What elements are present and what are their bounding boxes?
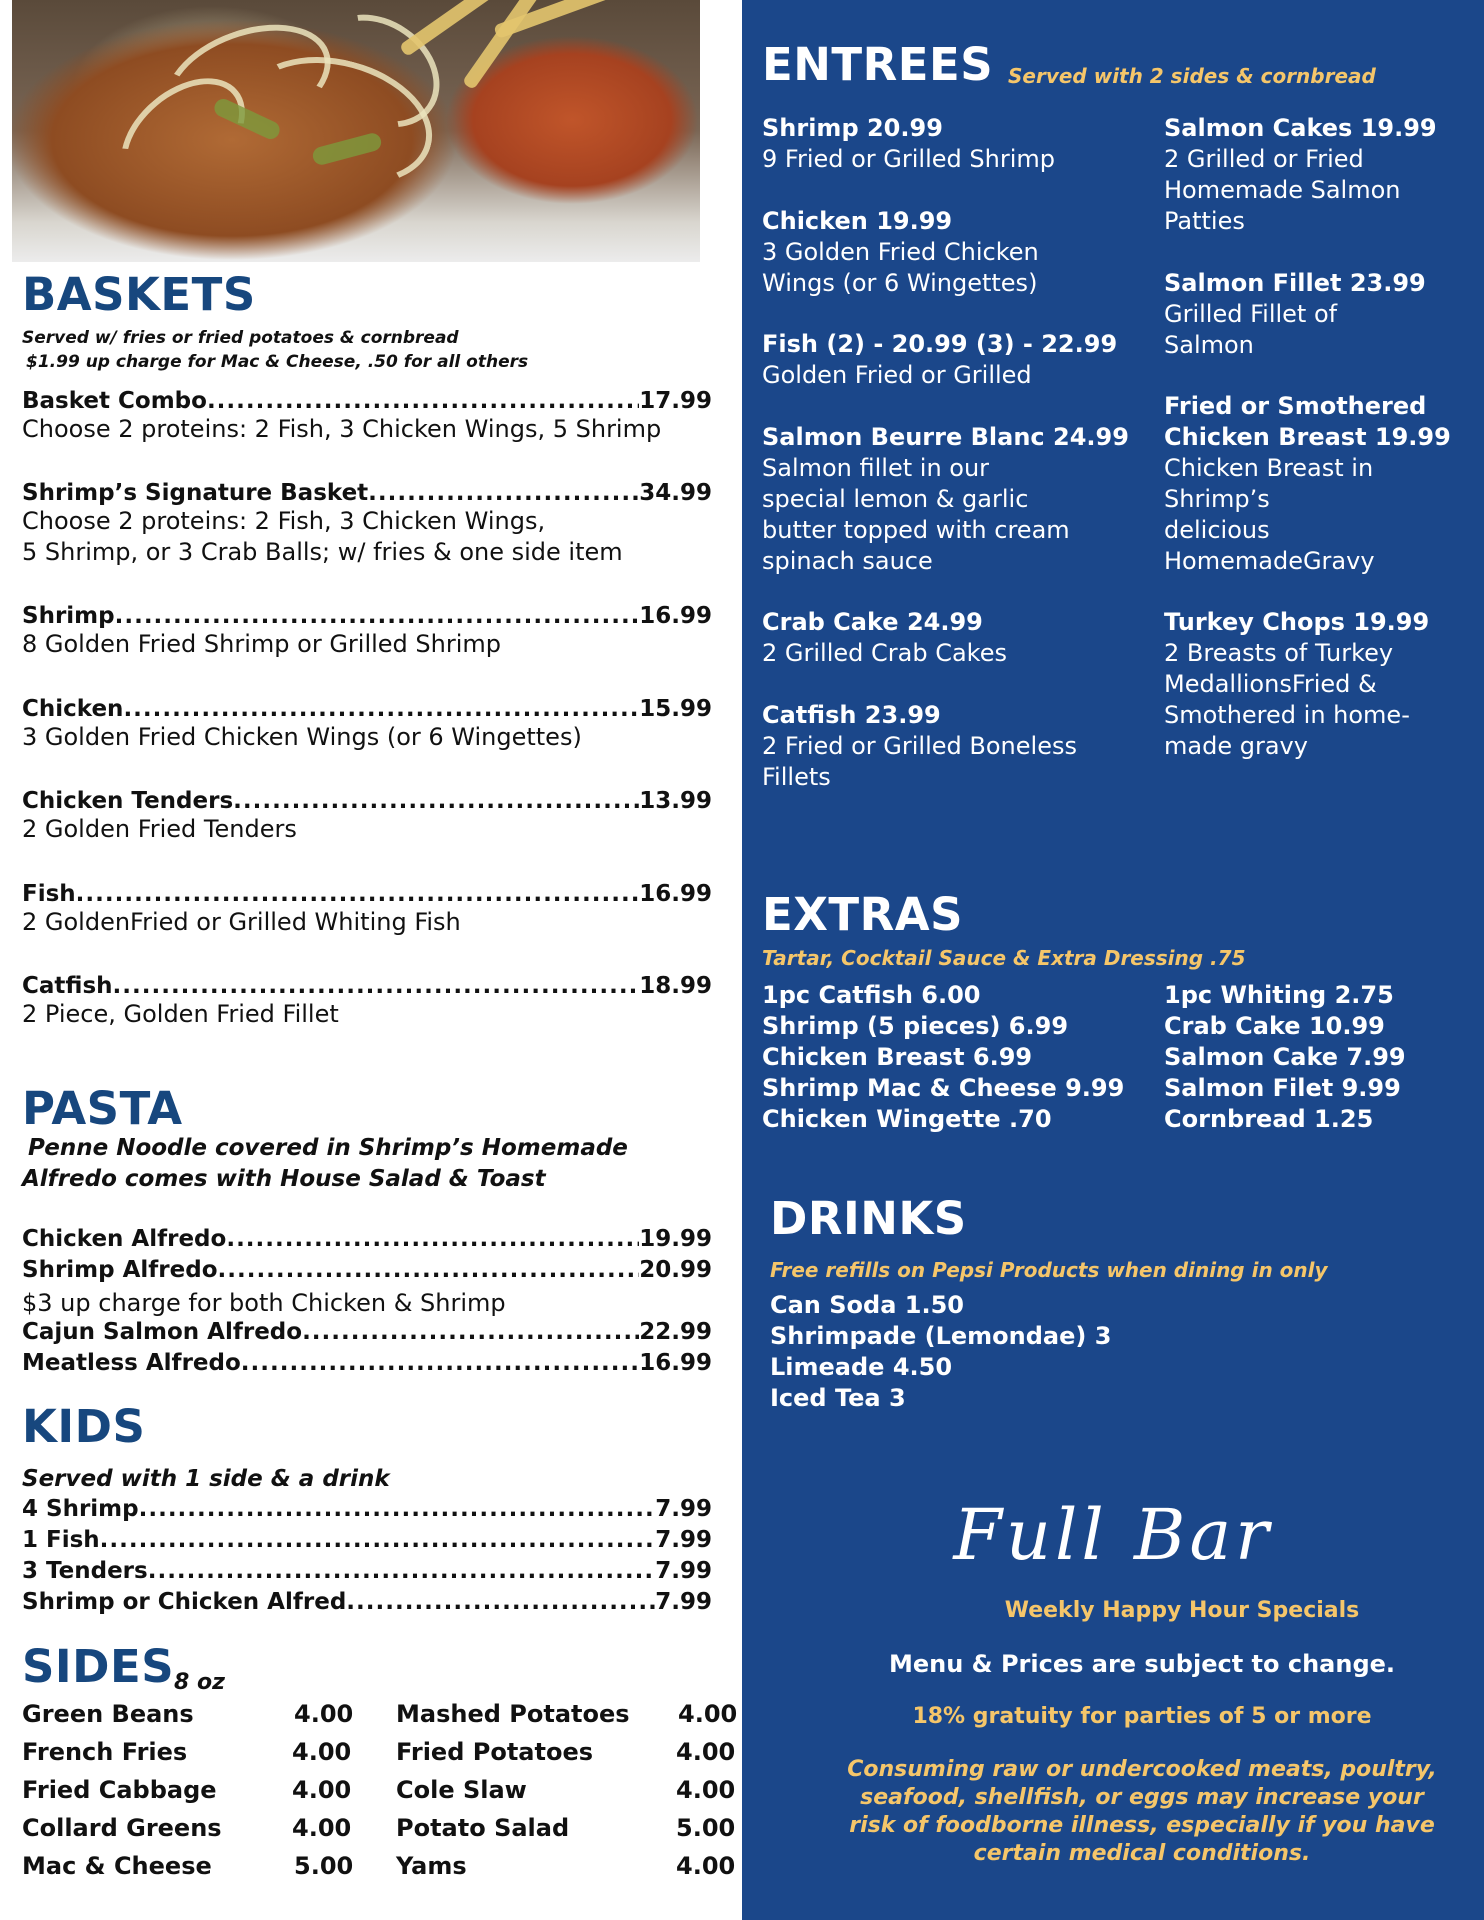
basket-item: Catfish ..... 18.99 2 Piece, Golden Fried Fillet xyxy=(22,973,712,1030)
side-name: Fried Cabbage xyxy=(22,1776,217,1804)
side-name: Potato Salad xyxy=(396,1814,570,1842)
pasta-item: Chicken Alfredo ..... 19.99 xyxy=(22,1226,712,1252)
extras-list-left: 1pc Catfish 6.00 Shrimp (5 pieces) 6.99 Chicken Breast 6.99 Shrimp Mac & Cheese 9.99 Chicken Wingette .70 xyxy=(762,981,1125,1133)
price-change-text: Menu & Prices are subject to change. xyxy=(888,1650,1396,1678)
kids-note: Served with 1 side & a drink xyxy=(22,1466,390,1492)
drinks-heading: DRINKS xyxy=(770,1192,967,1245)
side-name: Fried Potatoes xyxy=(396,1738,594,1766)
baskets-note: Served w/ fries or fried potatoes & cornbread xyxy=(22,328,459,348)
pasta-upcharge: $3 up charge for both Chicken & Shrimp xyxy=(22,1289,506,1317)
side-price: 4.00 xyxy=(294,1700,354,1728)
foodborne-warning: Consuming raw or undercooked meats, poultry, seafood, shellfish, or eggs may increase your risk of foodborne illness, especially if you have certain medical conditions. xyxy=(847,1757,1437,1866)
side-price: 5.00 xyxy=(294,1852,354,1880)
entree-item: Fish (2) - 20.99 (3) - 22.99 Golden Fried or Grilled xyxy=(762,330,1118,389)
pasta-note: Penne Noodle covered in Shrimp’s Homemade xyxy=(28,1135,628,1161)
baskets-heading: BASKETS xyxy=(22,268,256,321)
side-price: 4.00 xyxy=(676,1776,736,1804)
side-price: 5.00 xyxy=(676,1814,736,1842)
side-price: 4.00 xyxy=(292,1814,352,1842)
right-panel xyxy=(742,0,1484,1920)
side-price: 4.00 xyxy=(676,1852,736,1880)
entree-item: Shrimp 20.99 9 Fried or Grilled Shrimp xyxy=(762,114,1055,173)
pasta-item: Meatless Alfredo ..... 16.99 xyxy=(22,1350,712,1376)
side-name: Collard Greens xyxy=(22,1814,222,1842)
kids-item: Shrimp or Chicken Alfred ..... 7.99 xyxy=(22,1589,712,1615)
food-photo xyxy=(12,0,700,262)
full-bar-script: Full Bar xyxy=(953,1494,1273,1576)
basket-item: Chicken ..... 15.99 3 Golden Fried Chicken Wings (or 6 Wingettes) xyxy=(22,696,712,753)
drinks-list: Can Soda 1.50 Shrimpade (Lemondae) 3 Limeade 4.50 Iced Tea 3 xyxy=(770,1291,1112,1412)
side-name: French Fries xyxy=(22,1738,188,1766)
kids-item: 4 Shrimp ..... 7.99 xyxy=(22,1496,712,1522)
happy-hour-text: Weekly Happy Hour Specials xyxy=(1004,1598,1360,1623)
entree-item: Salmon Fillet 23.99 Grilled Fillet of Salmon xyxy=(1164,269,1426,359)
baskets-upcharge-note: $1.99 up charge for Mac & Cheese, .50 for all others xyxy=(26,352,529,372)
gratuity-text: 18% gratuity for parties of 5 or more xyxy=(912,1704,1372,1729)
sides-size: 8 oz xyxy=(174,1670,225,1695)
basket-item: Fish ..... 16.99 2 GoldenFried or Grilled Whiting Fish xyxy=(22,881,712,938)
entree-item: Crab Cake 24.99 2 Grilled Crab Cakes xyxy=(762,608,1007,667)
basket-item: Shrimp ..... 16.99 8 Golden Fried Shrimp or Grilled Shrimp xyxy=(22,603,712,660)
side-price: 4.00 xyxy=(678,1700,738,1728)
basket-item: Basket Combo ..... 17.99 Choose 2 proteins: 2 Fish, 3 Chicken Wings, 5 Shrimp xyxy=(22,388,712,445)
entree-item: Chicken 19.99 3 Golden Fried Chicken Wings (or 6 Wingettes) xyxy=(762,207,1039,297)
side-name: Mac & Cheese xyxy=(22,1852,212,1880)
pasta-item: Shrimp Alfredo ..... 20.99 xyxy=(22,1257,712,1283)
basket-item: Chicken Tenders ..... 13.99 2 Golden Fried Tenders xyxy=(22,788,712,845)
side-price: 4.00 xyxy=(676,1738,736,1766)
basket-item: Shrimp’s Signature Basket ..... 34.99 Choose 2 proteins: 2 Fish, 3 Chicken Wings, 5 Shrimp, or 3 Crab Balls; w/ fries & one side item xyxy=(22,480,712,568)
extras-heading: EXTRAS xyxy=(762,888,964,941)
side-name: Yams xyxy=(396,1852,467,1880)
extras-note: Tartar, Cocktail Sauce & Extra Dressing .75 xyxy=(762,946,1246,970)
entrees-heading: ENTREES xyxy=(762,38,994,91)
kids-heading: KIDS xyxy=(22,1400,146,1453)
side-name: Green Beans xyxy=(22,1700,194,1728)
kids-item: 3 Tenders ..... 7.99 xyxy=(22,1558,712,1584)
entree-item: Catfish 23.99 2 Fried or Grilled Boneless Fillets xyxy=(762,701,1077,791)
side-price: 4.00 xyxy=(292,1738,352,1766)
entree-item: Fried or Smothered Chicken Breast 19.99 Chicken Breast in Shrimp’s delicious HomemadeGravy xyxy=(1164,392,1451,575)
entree-item: Salmon Cakes 19.99 2 Grilled or Fried Homemade Salmon Patties xyxy=(1164,114,1437,235)
drinks-note: Free refills on Pepsi Products when dining in only xyxy=(770,1258,1328,1282)
entrees-note: Served with 2 sides & cornbread xyxy=(1008,64,1376,88)
pasta-item: Cajun Salmon Alfredo ..... 22.99 xyxy=(22,1319,712,1345)
kids-item: 1 Fish ..... 7.99 xyxy=(22,1527,712,1553)
side-name: Mashed Potatoes xyxy=(396,1700,630,1728)
extras-list-right: 1pc Whiting 2.75 Crab Cake 10.99 Salmon Cake 7.99 Salmon Filet 9.99 Cornbread 1.25 xyxy=(1164,981,1406,1133)
pasta-heading: PASTA xyxy=(22,1082,183,1135)
sides-heading: SIDES xyxy=(22,1640,175,1693)
side-name: Cole Slaw xyxy=(396,1776,527,1804)
side-price: 4.00 xyxy=(292,1776,352,1804)
entree-item: Turkey Chops 19.99 2 Breasts of Turkey MedallionsFried & Smothered in home- made gravy xyxy=(1164,608,1430,760)
entree-item: Salmon Beurre Blanc 24.99 Salmon fillet in our special lemon & garlic butter topped with cream spinach sauce xyxy=(762,423,1129,575)
pasta-note-2: Alfredo comes with House Salad & Toast xyxy=(22,1166,546,1192)
